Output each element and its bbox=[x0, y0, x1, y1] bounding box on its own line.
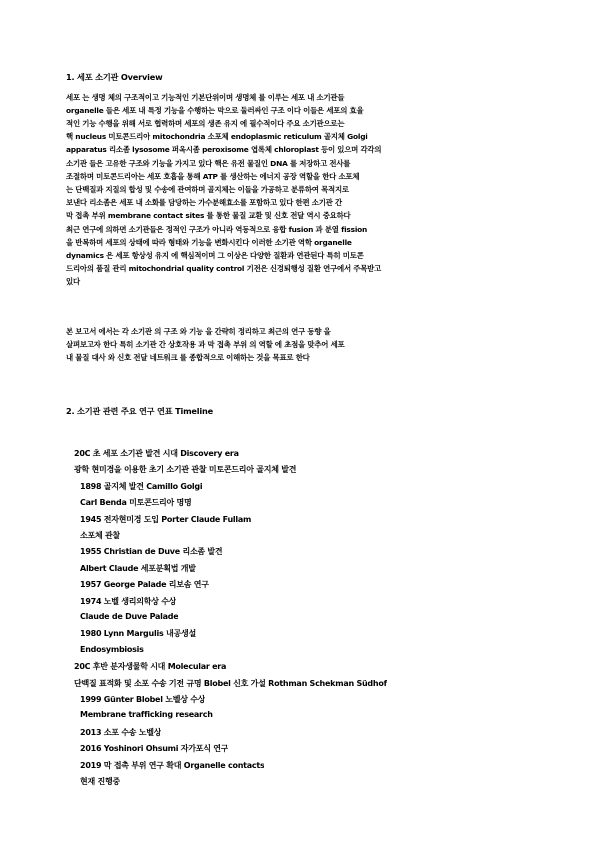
paragraph-line: 막 접촉 부위 membrane contact sites 를 통한 물질 교환 및 신호 전달 역시 중요하다 bbox=[66, 210, 351, 220]
timeline-entry: 2016 Yoshinori Ohsumi 자가포식 연구 bbox=[80, 744, 229, 754]
timeline-entry: 20C 후반 분자생물학 시대 Molecular era bbox=[74, 662, 227, 672]
paragraph-line: apparatus 리소좀 lysosome 퍼옥시좀 peroxisome 엽록체 chloroplast 등이 있으며 각각의 bbox=[66, 145, 382, 155]
timeline-entry: 1974 노벨 생리의학상 수상 bbox=[80, 596, 177, 606]
timeline-entry: 2013 소포 수송 노벨상 bbox=[80, 727, 162, 737]
paragraph-line: 핵 nucleus 미토콘드리아 mitochondria 소포체 endoplasmic reticulum 골지체 Golgi bbox=[66, 132, 368, 142]
paragraph-line: 조절하며 미토콘드리아는 세포 호흡을 통해 ATP 를 생산하는 에너지 공장 역할을 한다 소포체 bbox=[66, 171, 360, 181]
timeline-entry: Endosymbiosis bbox=[80, 644, 144, 654]
paragraph-line: 드리아의 품질 관리 mitochondrial quality control 기전은 신경퇴행성 질환 연구에서 주목받고 bbox=[66, 264, 382, 274]
timeline-entry: Carl Benda 미토콘드리아 명명 bbox=[80, 498, 192, 508]
paragraph-line: 는 단백질과 지질의 합성 및 수송에 관여하며 골지체는 이들을 가공하고 분류하여 목적지로 bbox=[66, 184, 349, 194]
timeline-entry: 1999 Günter Blobel 노벨상 수상 bbox=[80, 695, 206, 704]
section-2-heading: 2. 소기관 관련 주요 연구 연표 Timeline bbox=[66, 406, 213, 416]
section-1-heading: 1. 세포 소기관 Overview bbox=[66, 72, 163, 82]
timeline-entry: 1980 Lynn Margulis 내공생설 bbox=[80, 629, 196, 639]
timeline-entry: 단백질 표적화 및 소포 수송 기전 규명 Blobel 신호 가설 Rothman Schekman Südhof bbox=[74, 678, 387, 688]
timeline-entry: 1898 골지체 발견 Camillo Golgi bbox=[80, 481, 203, 491]
timeline-entry: Albert Claude 세포분획법 개발 bbox=[80, 563, 196, 573]
paragraph-line: 보낸다 리소좀은 세포 내 소화를 담당하는 가수분해효소를 포함하고 있다 한편 소기관 간 bbox=[66, 197, 342, 207]
paragraph-line: organelle 들은 세포 내 특정 기능을 수행하는 막으로 둘러싸인 구조 이다 이들은 세포의 효율 bbox=[66, 106, 364, 116]
paragraph-line: 살펴보고자 한다 특히 소기관 간 상호작용 과 막 접촉 부위 의 역할 에 초점을 맞추어 세포 bbox=[66, 340, 345, 350]
timeline-entry: 2019 막 접촉 부위 연구 확대 Organelle contacts bbox=[80, 760, 265, 770]
paragraph-line: 최근 연구에 의하면 소기관들은 정적인 구조가 아니라 역동적으로 융합 fusion 과 분열 fission bbox=[66, 225, 368, 234]
timeline-entry: 1955 Christian de Duve 리소좀 발견 bbox=[80, 547, 223, 557]
timeline-entry: Claude de Duve Palade bbox=[80, 612, 179, 621]
timeline-entry: 1945 전자현미경 도입 Porter Claude Fullam bbox=[80, 514, 252, 524]
timeline-entry: 1957 George Palade 리보솜 연구 bbox=[80, 580, 209, 590]
paragraph-line: 내 물질 대사 와 신호 전달 네트워크 를 종합적으로 이해하는 것을 목표로 한다 bbox=[66, 353, 310, 363]
paragraph-line: 소기관 들은 고유한 구조와 기능을 가지고 있다 핵은 유전 물질인 DNA 를 저장하고 전사를 bbox=[66, 158, 351, 168]
timeline-entry: 20C 초 세포 소기관 발견 시대 Discovery era bbox=[74, 449, 239, 458]
paragraph-line: 있다 bbox=[66, 277, 80, 287]
paragraph-line: 본 보고서 에서는 각 소기관 의 구조 와 기능 을 간략히 정리하고 최근의 연구 동향 을 bbox=[66, 327, 331, 336]
timeline-entry: Membrane trafficking research bbox=[80, 710, 213, 720]
paragraph-line: dynamics 은 세포 항상성 유지 에 핵심적이며 그 이상은 다양한 질환과 연관된다 특히 미토콘 bbox=[66, 251, 364, 261]
paragraph-line: 적인 기능 수행을 위해 서로 협력하며 세포의 생존 유지 에 필수적이다 주요 소기관으로는 bbox=[66, 119, 345, 129]
timeline-entry: 소포체 관찰 bbox=[80, 531, 120, 540]
paragraph-line: 세포 는 생명 체의 구조적이고 기능적인 기본단위이며 생명체 를 이루는 세포 내 소기관들 bbox=[66, 93, 345, 102]
timeline-entry: 현재 진행중 bbox=[80, 777, 120, 786]
timeline-entry: 광학 현미경을 이용한 초기 소기관 관찰 미토콘드리아 골지체 발견 bbox=[74, 465, 297, 475]
paragraph-line: 을 반복하며 세포의 상태에 따라 형태와 기능을 변화시킨다 이러한 소기관 역학 organelle bbox=[66, 238, 352, 248]
